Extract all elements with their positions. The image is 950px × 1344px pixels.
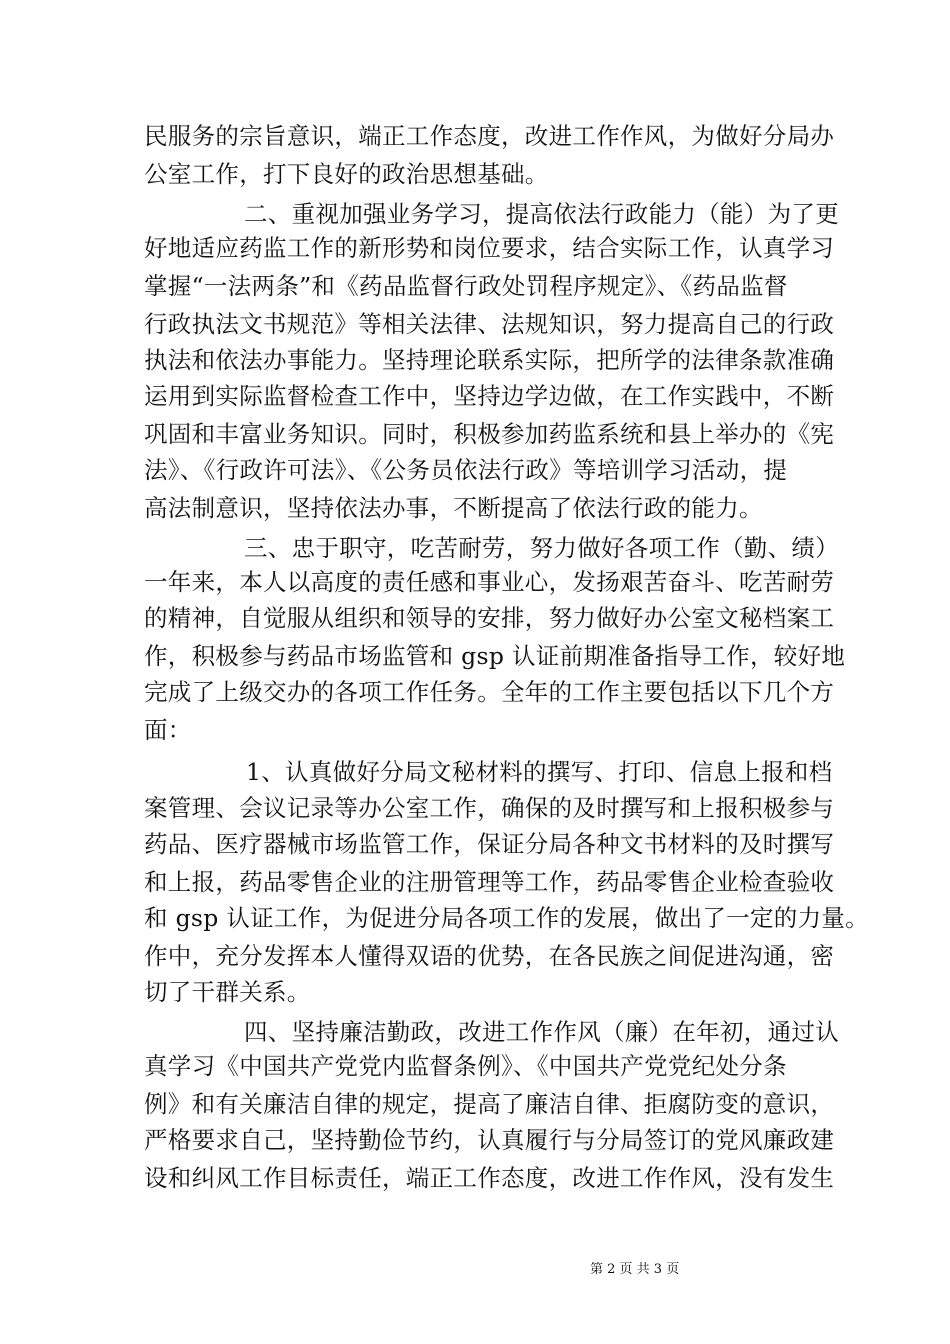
text-line: 和上报，药品零售企业的注册管理等工作，药品零售企业检查验收	[144, 868, 835, 896]
text-line: 作中，充分发挥本人懂得双语的优势，在各民族之间促进沟通，密	[144, 942, 835, 970]
section-heading-3: 三、忠于职守，吃苦耐劳，努力做好各项工作（勤、绩）	[244, 534, 839, 562]
text-line: 掌握“一法两条”和《药品监督行政处罚程序规定》、《药品监督	[144, 272, 788, 300]
text-line: 一年来，本人以高度的责任感和事业心，发扬艰苦奋斗、吃苦耐劳	[144, 568, 835, 596]
text-line: 完成了上级交办的各项工作任务。全年的工作主要包括以下几个方	[144, 678, 835, 706]
text-line: 行政执法文书规范》等相关法律、法规知识，努力提高自己的行政	[144, 310, 835, 338]
text-line: 和 gsp 认证工作，为促进分局各项工作的发展，做出了一定的力量。	[144, 904, 869, 932]
text-line: 严格要求自己，坚持勤俭节约，认真履行与分局签订的党风廉政建	[144, 1126, 835, 1154]
text-line: 的精神，自觉服从组织和领导的安排，努力做好办公室文秘档案工	[144, 604, 835, 632]
text-line: 面：	[144, 716, 192, 744]
text-line: 执法和依法办事能力。坚持理论联系实际，把所学的法律条款准确	[144, 346, 835, 374]
text-line: 公室工作，打下良好的政治思想基础。	[144, 160, 549, 188]
text-line: 法》、《行政许可法》、《公务员依法行政》等培训学习活动，提	[144, 456, 788, 484]
text-line: 作，积极参与药品市场监管和 gsp 认证前期准备指导工作，较好地	[144, 642, 846, 670]
text-line: 例》和有关廉洁自律的规定，提高了廉洁自律、拒腐防变的意识，	[144, 1090, 835, 1118]
text-line: 高法制意识，坚持依法办事，不断提高了依法行政的能力。	[144, 494, 763, 522]
text-line: 民服务的宗旨意识，端正工作态度，改进工作作风，为做好分局办	[144, 122, 835, 150]
text-line: 好地适应药监工作的新形势和岗位要求，结合实际工作，认真学习	[144, 234, 835, 262]
page-footer: 第 2 页 共 3 页	[590, 1262, 680, 1277]
section-heading-4: 四、坚持廉洁勤政，改进工作作风（廉）在年初，通过认	[244, 1018, 839, 1046]
text-line: 真学习《中国共产党党内监督条例》、《中国共产党党纪处分条	[144, 1052, 787, 1080]
section-heading-2: 二、重视加强业务学习，提高依法行政能力（能）为了更	[244, 200, 839, 228]
text-line: 药品、医疗器械市场监管工作，保证分局各种文书材料的及时撰写	[144, 830, 835, 858]
text-line: 切了干群关系。	[144, 978, 311, 1006]
text-line: 巩固和丰富业务知识。同时，积极参加药监系统和县上举办的《宪	[144, 420, 835, 448]
list-item-1: 1、认真做好分局文秘材料的撰写、打印、信息上报和档	[246, 758, 833, 786]
text-line: 案管理、会议记录等办公室工作，确保的及时撰写和上报积极参与	[144, 794, 835, 822]
text-line: 运用到实际监督检查工作中，坚持边学边做，在工作实践中，不断	[144, 382, 835, 410]
text-line: 设和纠风工作目标责任，端正工作态度，改进工作作风，没有发生	[144, 1164, 835, 1192]
